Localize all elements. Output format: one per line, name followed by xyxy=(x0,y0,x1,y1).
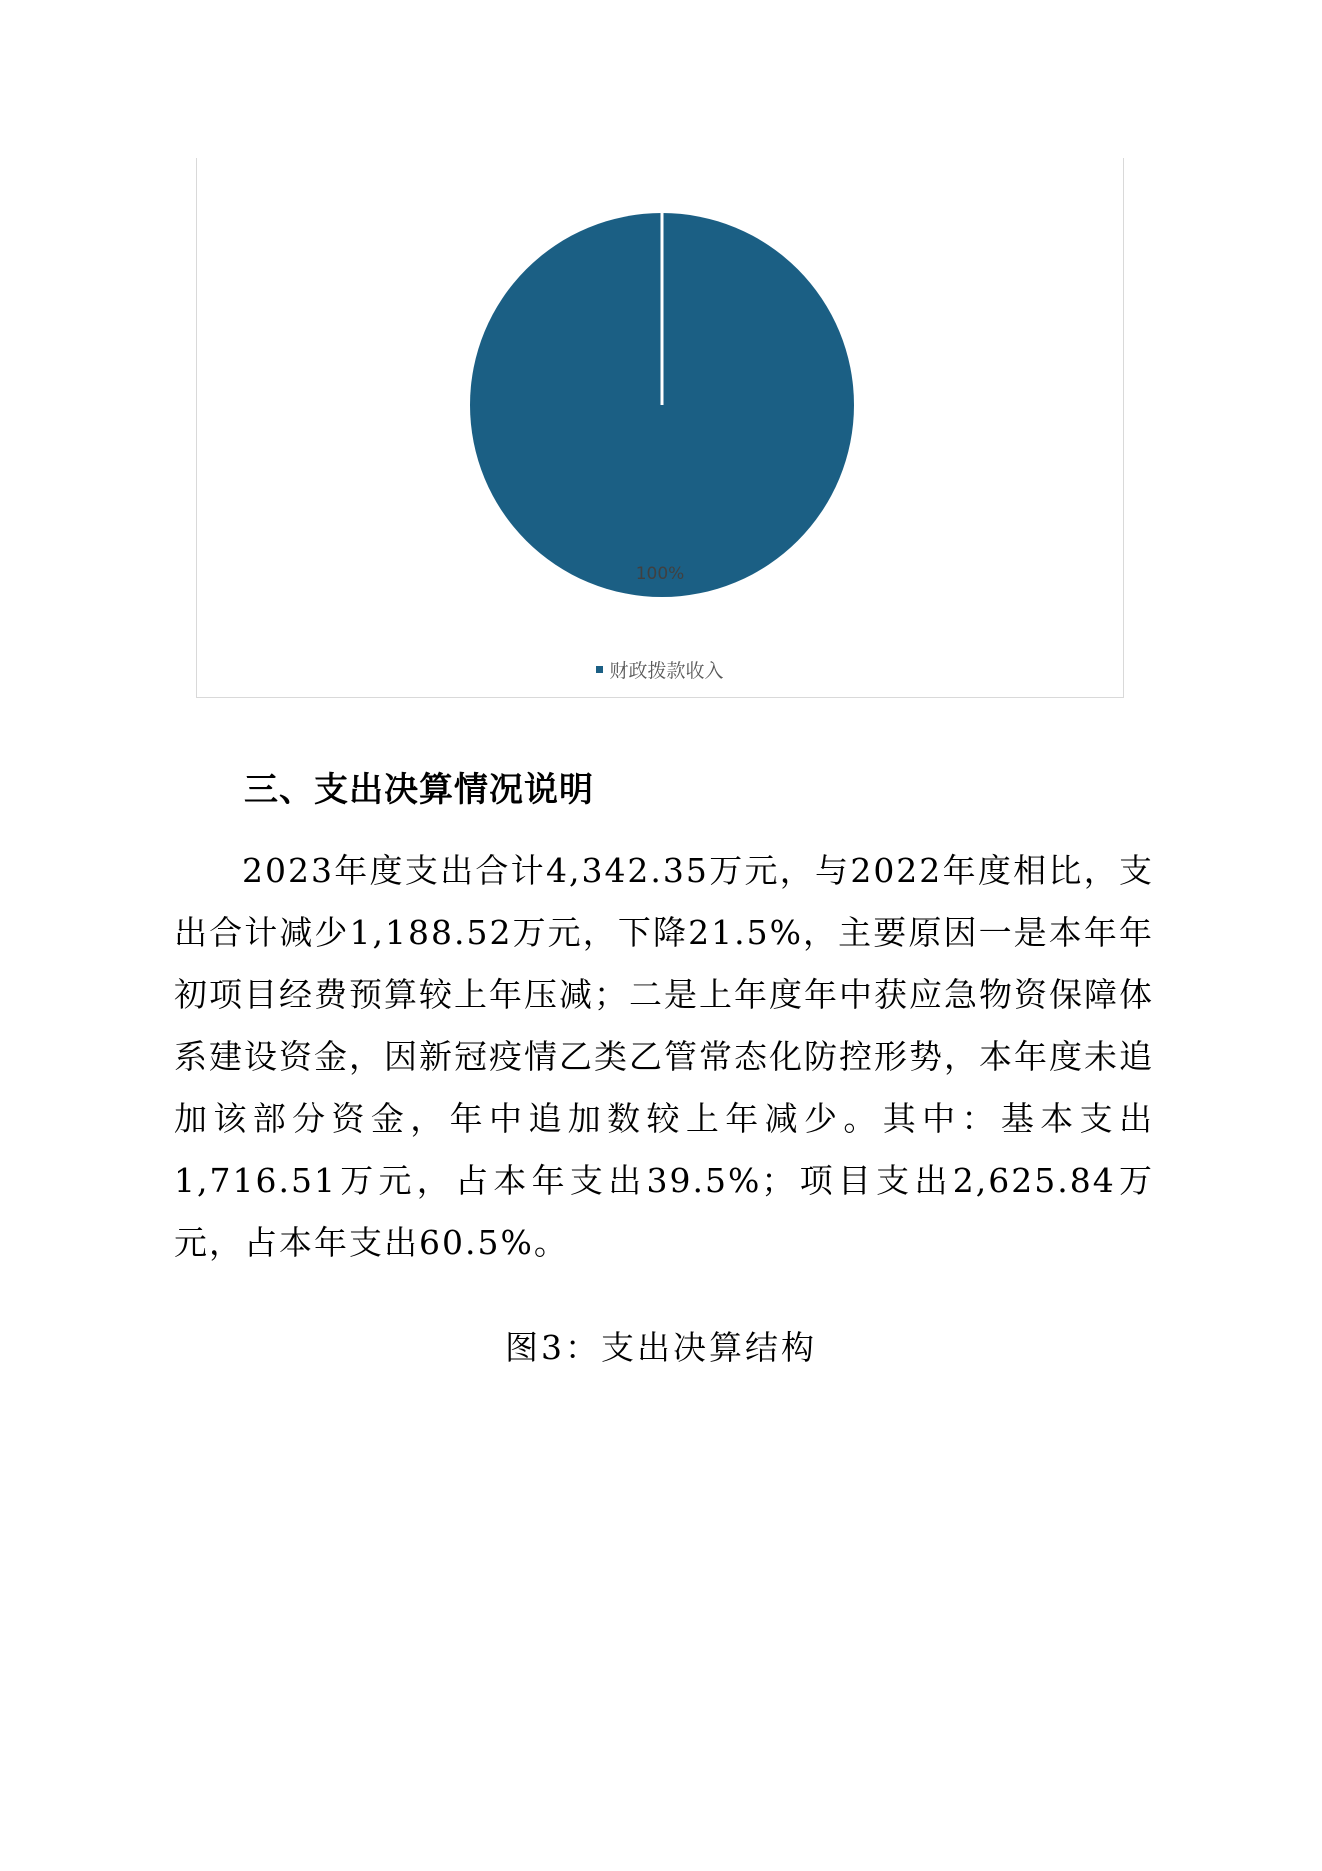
pie-data-label: 100% xyxy=(635,564,685,584)
section-heading: 三、支出决算情况说明 xyxy=(244,770,594,810)
legend-swatch xyxy=(596,666,603,673)
chart-legend xyxy=(197,656,1123,683)
body-paragraph: 2023年度支出合计4,342.35万元，与2022年度相比，支出合计减少1,188.52万元，下降21.5%，主要原因一是本年年初项目经费预算较上年压减；二是上年度年中获应急物资保障体系建设资金，因新冠疫情乙类乙管常态化防控形势，本年度未追加该部分资金，年中追加数较上年减少。其中：基本支出1,716.51万元，占本年支出39.5%；项目支出2,625.84万元，占本年支出60.5%。 xyxy=(174,851,1154,1262)
pie-chart xyxy=(196,158,1124,698)
figure-caption: 图3：支出决算结构 xyxy=(505,1328,817,1367)
legend-label: 财政拨款收入 xyxy=(609,660,724,682)
pie-chart-svg xyxy=(197,158,1125,698)
